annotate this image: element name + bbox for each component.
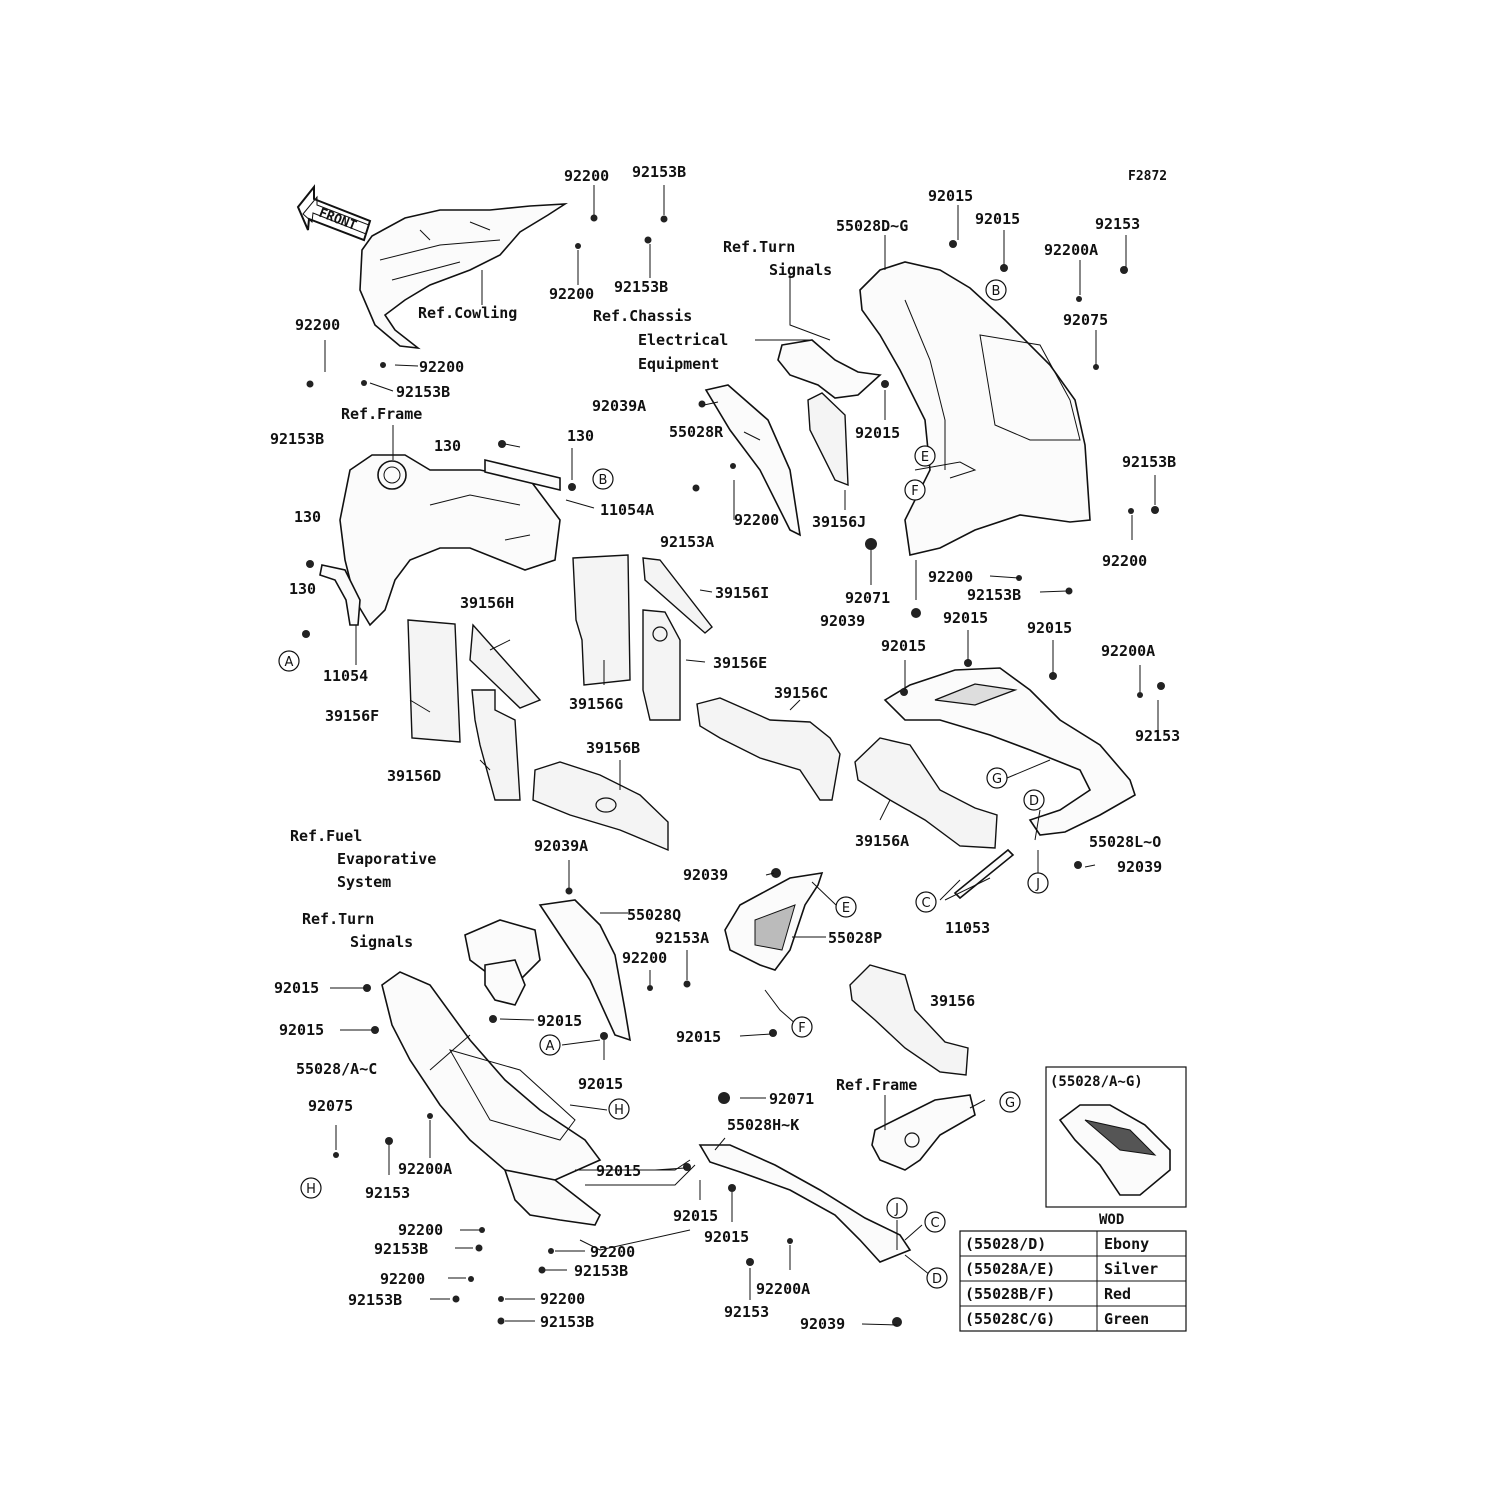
- label-92153b: 92153B: [540, 1313, 595, 1331]
- label-92039: 92039: [683, 866, 729, 884]
- callout-j: [1028, 873, 1048, 893]
- label-92153b: 92153B: [396, 383, 451, 401]
- label-92200a: 92200A: [398, 1160, 453, 1178]
- label-55028r: 55028R: [669, 423, 724, 441]
- label-39156g: 39156G: [569, 695, 624, 713]
- label-92071: 92071: [845, 589, 891, 607]
- callout-e-text: E: [841, 901, 851, 916]
- callout-b: [593, 469, 613, 489]
- label-130: 130: [294, 508, 322, 526]
- variant-box-title: (55028/A~G): [1050, 1074, 1143, 1090]
- label-ref-frame: Ref.Frame: [341, 405, 423, 423]
- label-92200: 92200: [540, 1290, 586, 1308]
- label-92015: 92015: [676, 1028, 722, 1046]
- label-92153b: 92153B: [270, 430, 325, 448]
- callout-f: [792, 1017, 812, 1037]
- callout-e: [836, 897, 856, 917]
- label-92071: 92071: [769, 1090, 815, 1108]
- label-92153: 92153: [1095, 215, 1141, 233]
- color-row-code: (55028C/G): [965, 1310, 1056, 1328]
- label-system: System: [337, 873, 392, 891]
- callout-f-text: F: [911, 484, 919, 499]
- label-92200: 92200: [734, 511, 780, 529]
- callout-j: [887, 1198, 907, 1218]
- label-39156a: 39156A: [855, 832, 910, 850]
- callout-d: [1024, 790, 1044, 810]
- label-92015: 92015: [881, 637, 927, 655]
- label-92039a: 92039A: [534, 837, 589, 855]
- callout-j-text: J: [895, 1202, 899, 1217]
- label-92153b: 92153B: [614, 278, 669, 296]
- label-92015: 92015: [578, 1075, 624, 1093]
- label-92015: 92015: [537, 1012, 583, 1030]
- callout-e: [915, 446, 935, 466]
- label-92200: 92200: [295, 316, 341, 334]
- label-130: 130: [567, 427, 595, 445]
- label-130: 130: [289, 580, 317, 598]
- label-92200a: 92200A: [1101, 642, 1156, 660]
- callout-c-text: C: [921, 896, 931, 911]
- label-92075: 92075: [308, 1097, 354, 1115]
- color-row-code: (55028A/E): [965, 1260, 1056, 1278]
- label-55028l-o: 55028L~O: [1089, 833, 1162, 851]
- wod-label: WOD: [1099, 1212, 1125, 1228]
- label-92015: 92015: [279, 1021, 325, 1039]
- label-92200: 92200: [1102, 552, 1148, 570]
- callout-g: [1000, 1092, 1020, 1112]
- label-92153: 92153: [1135, 727, 1181, 745]
- label-92075: 92075: [1063, 311, 1109, 329]
- callout-d-text: D: [1028, 794, 1040, 809]
- label-92153b: 92153B: [1122, 453, 1177, 471]
- color-row-color: Red: [1104, 1285, 1132, 1303]
- label-92015: 92015: [1027, 619, 1073, 637]
- color-row-color: Silver: [1104, 1260, 1159, 1278]
- label-ref-chassis: Ref.Chassis: [593, 307, 693, 325]
- label-evaporative: Evaporative: [337, 850, 437, 868]
- label-92200: 92200: [622, 949, 668, 967]
- label-ref-fuel: Ref.Fuel: [290, 827, 363, 845]
- label-92153b: 92153B: [574, 1262, 629, 1280]
- label-11053: 11053: [945, 919, 991, 937]
- label-92015: 92015: [928, 187, 974, 205]
- front-label: FRONT: [316, 205, 359, 234]
- label-92200a: 92200A: [756, 1280, 811, 1298]
- label-39156j: 39156J: [812, 513, 867, 531]
- label-92039: 92039: [820, 612, 866, 630]
- callout-f: [905, 480, 925, 500]
- label-92015: 92015: [704, 1228, 750, 1246]
- label-92015: 92015: [274, 979, 320, 997]
- label-39156d: 39156D: [387, 767, 442, 785]
- label-ref-cowling: Ref.Cowling: [418, 304, 518, 322]
- callout-h: [301, 1178, 321, 1198]
- callout-c-text: C: [930, 1216, 940, 1231]
- label-92039: 92039: [800, 1315, 846, 1333]
- label-92015: 92015: [673, 1207, 719, 1225]
- label-92015: 92015: [943, 609, 989, 627]
- color-row-color: Green: [1104, 1310, 1150, 1328]
- label-55028h-k: 55028H~K: [727, 1116, 800, 1134]
- label-92153b: 92153B: [632, 163, 687, 181]
- label-92200: 92200: [564, 167, 610, 185]
- color-row-code: (55028B/F): [965, 1285, 1056, 1303]
- label-92200a: 92200A: [1044, 241, 1099, 259]
- label-39156e: 39156E: [713, 654, 768, 672]
- label-92200: 92200: [398, 1221, 444, 1239]
- callout-c: [916, 892, 936, 912]
- label-11054a: 11054A: [600, 501, 655, 519]
- pad-39156f: [408, 620, 460, 742]
- label-92153a: 92153A: [660, 533, 715, 551]
- callout-a: [540, 1035, 560, 1055]
- label-electrical: Electrical: [638, 331, 729, 349]
- callout-h: [609, 1099, 629, 1119]
- label-signals: Signals: [769, 261, 833, 279]
- label-92153: 92153: [365, 1184, 411, 1202]
- label-92015: 92015: [855, 424, 901, 442]
- label-ref-turn: Ref.Turn: [723, 238, 796, 256]
- label-130: 130: [434, 437, 462, 455]
- label-92200: 92200: [549, 285, 595, 303]
- label-39156: 39156: [930, 992, 976, 1010]
- label-equipment: Equipment: [638, 355, 720, 373]
- label-39156c: 39156C: [774, 684, 829, 702]
- callout-f-text: F: [798, 1021, 806, 1036]
- callout-d: [927, 1268, 947, 1288]
- label-92153: 92153: [724, 1303, 770, 1321]
- label-92153b: 92153B: [967, 586, 1022, 604]
- label-39156i: 39156I: [715, 584, 770, 602]
- label-92200: 92200: [380, 1270, 426, 1288]
- callout-a-text: A: [284, 655, 294, 670]
- callout-j-text: J: [1036, 877, 1040, 892]
- callout-h-text: H: [306, 1182, 316, 1197]
- label-39156b: 39156B: [586, 739, 641, 757]
- label-ref-turn: Ref.Turn: [302, 910, 375, 928]
- label-39156h: 39156H: [460, 594, 515, 612]
- label-55028-a-c: 55028/A~C: [296, 1060, 378, 1078]
- callout-g-text: G: [1004, 1096, 1016, 1111]
- label-92015: 92015: [596, 1162, 642, 1180]
- label-92153b: 92153B: [348, 1291, 403, 1309]
- callout-e-text: E: [920, 450, 930, 465]
- callout-h-text: H: [614, 1103, 624, 1118]
- label-92153b: 92153B: [374, 1240, 429, 1258]
- label-92015: 92015: [975, 210, 1021, 228]
- color-row-color: Ebony: [1104, 1235, 1150, 1253]
- label-92200: 92200: [590, 1243, 636, 1261]
- label-92039a: 92039A: [592, 397, 647, 415]
- label-ref-frame: Ref.Frame: [836, 1076, 918, 1094]
- label-92200: 92200: [419, 358, 465, 376]
- label-39156f: 39156F: [325, 707, 380, 725]
- label-92200: 92200: [928, 568, 974, 586]
- callout-b: [986, 280, 1006, 300]
- label-55028p: 55028P: [828, 929, 883, 947]
- label-55028q: 55028Q: [627, 906, 682, 924]
- callout-b-text: B: [598, 473, 608, 488]
- callout-b-text: B: [991, 284, 1001, 299]
- callout-d-text: D: [931, 1272, 943, 1287]
- label-92153a: 92153A: [655, 929, 710, 947]
- label-92039: 92039: [1117, 858, 1163, 876]
- callout-a: [279, 651, 299, 671]
- variant-box: [1046, 1067, 1186, 1228]
- callout-g-text: G: [991, 772, 1003, 787]
- callout-a-text: A: [545, 1039, 555, 1054]
- color-row-code: (55028/D): [965, 1235, 1047, 1253]
- callout-c: [925, 1212, 945, 1232]
- label-55028d-g: 55028D~G: [836, 217, 909, 235]
- label-signals: Signals: [350, 933, 414, 951]
- color-table: [960, 1231, 1186, 1331]
- label-11054: 11054: [323, 667, 369, 685]
- callout-g: [987, 768, 1007, 788]
- figure-id: F2872: [1128, 169, 1168, 184]
